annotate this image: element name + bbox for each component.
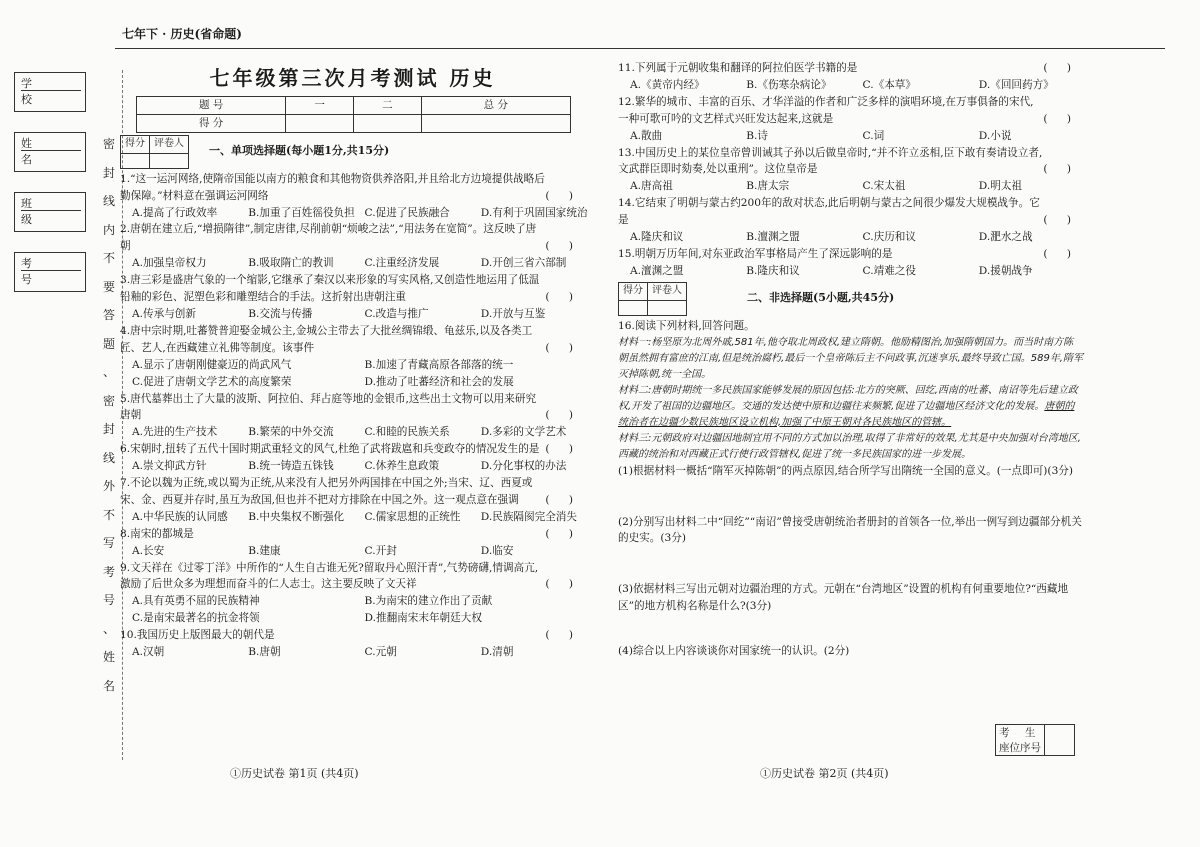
question-item <box>618 246 1083 280</box>
option[interactable]: A.汉朝 <box>132 646 165 659</box>
answer-bracket[interactable]: ( ) <box>545 341 581 354</box>
material-3: 材料三:元朝政府对边疆因地制宜用不同的方式加以治理,取得了非常好的效果,尤其是中央加强对台湾地区,西藏的统治和对西藏正式行使行政管辖权,促进了统一多民族国家的进一步发展。 <box>618 432 1081 460</box>
answer-bracket[interactable]: ( ) <box>545 443 581 456</box>
answer-bracket[interactable]: ( ) <box>1043 163 1079 176</box>
option[interactable]: B.澶渊之盟 <box>746 231 800 244</box>
right-column <box>618 60 1083 660</box>
option[interactable]: D.推动了吐蕃经济和社会的发展 <box>364 375 514 388</box>
question-item <box>120 526 585 560</box>
option[interactable]: A.《黄帝内经》 <box>630 78 705 91</box>
option[interactable]: B.繁荣的中外交流 <box>248 426 334 439</box>
question-stem: 15.明朝万历年间,对东亚政治军事格局产生了深远影响的是 ( ) <box>618 246 1083 263</box>
answer-bracket[interactable]: ( ) <box>545 629 581 642</box>
header-tag: 七年下 · 历史(省命题) <box>122 27 242 41</box>
option-row <box>120 610 585 627</box>
option[interactable]: A.先进的生产技术 <box>132 426 218 439</box>
answer-space-3[interactable] <box>618 615 1083 643</box>
class-label: 班 级 <box>21 195 81 211</box>
question-stem: 14.它结束了明朝与蒙古约200年的敌对状态,此后明朝与蒙古之间很少爆发大规模战争。它是 ( ) <box>618 195 1083 229</box>
section1-title: 一、单项选择题(每小题1分,共15分) <box>209 144 390 158</box>
seal-line-text: 密 封 线 内 不 要 答 题 、 密 封 线 外 不 写 考 号 、 姓 名 <box>102 137 115 693</box>
option[interactable]: A.长安 <box>132 544 165 557</box>
option[interactable]: D.多彩的文学艺术 <box>480 426 567 439</box>
option[interactable]: C.元朝 <box>364 646 397 659</box>
footer-right: ①历史试卷 第2页 (共4页) <box>760 767 889 780</box>
option[interactable]: C.庆历和议 <box>862 231 916 244</box>
option-row <box>120 509 585 526</box>
option[interactable]: C.靖难之役 <box>862 264 916 277</box>
question-item <box>618 195 1083 246</box>
school-field[interactable] <box>14 72 86 112</box>
option[interactable]: D.民族隔阂完全消失 <box>480 510 577 523</box>
binding-strip <box>14 70 115 693</box>
option[interactable]: C.词 <box>862 129 885 142</box>
option[interactable]: A.中华民族的认同感 <box>132 510 228 523</box>
score-table-header: 题 号 一 二 总 分 <box>137 97 571 115</box>
answer-bracket[interactable]: ( ) <box>1043 214 1079 227</box>
question-stem: 6.宋朝时,扭转了五代十国时期武重轻文的风气,杜绝了武将跋扈和兵变政夺的情况发生的是 ( ) <box>120 441 585 458</box>
option-row <box>120 593 585 610</box>
answer-bracket[interactable]: ( ) <box>545 493 581 506</box>
sub-question-1: (1)根据材料一概括“隋军灭掉陈朝”的两点原因,结合所学写出隋统一全国的意义。(一点即可)(3分) <box>618 464 1074 477</box>
question-item <box>120 391 585 442</box>
option-row <box>618 229 1083 246</box>
option-row <box>120 374 585 391</box>
option[interactable]: B.《伤寒杂病论》 <box>746 78 832 91</box>
question-stem: 9.文天祥在《过零丁洋》中所作的“人生自古谁无死?留取丹心照汗青”,气势磅礴,情调高亢,激励了后世众多为理想而奋斗的仁人志士。这主要反映了文天祥 ( ) <box>120 560 585 594</box>
option[interactable]: A.具有英勇不屈的民族精神 <box>132 595 260 608</box>
question-stem: 5.唐代墓葬出土了大量的波斯、阿拉伯、拜占庭等地的金银币,这些出土文物可以用来研究唐朝 ( ) <box>120 391 585 425</box>
option-row <box>120 543 585 560</box>
question-stem: 4.唐中宗时期,吐蕃赞普迎娶金城公主,金城公主带去了大批丝绸锦缎、龟兹乐,以及各类工匠、艺人,在西藏建立礼佛等制度。该事件 ( ) <box>120 323 585 357</box>
option[interactable]: D.分化事权的办法 <box>480 460 567 473</box>
option[interactable]: A.提高了行政效率 <box>132 206 218 219</box>
option-row <box>618 263 1083 280</box>
option[interactable]: B.中央集权不断强化 <box>248 510 345 523</box>
option[interactable]: C.休养生息政策 <box>364 460 440 473</box>
section2-header <box>618 282 1083 316</box>
section1-header <box>120 135 585 169</box>
option-row <box>120 424 585 441</box>
exam-number-field[interactable] <box>14 252 86 292</box>
seat-number-box <box>995 724 1075 756</box>
option[interactable]: D.开创三省六部制 <box>480 257 567 270</box>
question-item <box>120 171 588 222</box>
score-table-row: 得 分 <box>137 114 571 132</box>
option-row <box>120 306 585 323</box>
option-row <box>120 357 585 374</box>
scorer-box: 得分 评卷人 <box>120 135 189 169</box>
option[interactable]: C.注重经济发展 <box>364 257 440 270</box>
school-label: 学 校 <box>21 75 81 91</box>
question-stem: 3.唐三彩是盛唐气象的一个缩影,它继承了秦汉以来形象的写实风格,又创造性地运用了低温铅釉的彩色、泥塑色彩和雕塑结合的手法。这折射出唐朝注重 ( ) <box>120 272 585 306</box>
option[interactable]: C.《本草》 <box>862 78 916 91</box>
option[interactable]: C.促进了唐朝文学艺术的高度繁荣 <box>132 375 292 388</box>
option[interactable]: B.加速了青藏高原各部落的统一 <box>364 358 514 371</box>
option[interactable]: B.隆庆和议 <box>746 264 800 277</box>
option[interactable]: D.《回回药方》 <box>978 78 1054 91</box>
question-stem: 13.中国历史上的某位皇帝曾训诫其子孙以后做皇帝时,“并不许立丞相,臣下敢有奏请设立者,文武群臣即时劾奏,处以重刑”。这位皇帝是 ( ) <box>618 145 1083 179</box>
question-item <box>618 145 1083 196</box>
sub-question-4: (4)综合以上内容谈谈你对国家统一的认识。(2分) <box>618 645 850 658</box>
question-item <box>120 323 585 391</box>
option[interactable]: A.唐高祖 <box>630 180 673 193</box>
option[interactable]: D.明太祖 <box>978 180 1023 193</box>
section1-questions <box>120 171 588 661</box>
option[interactable]: B.唐朝 <box>248 646 281 659</box>
option[interactable]: A.传承与创新 <box>132 307 196 320</box>
question-stem: 11.下列属于元朝收集和翻译的阿拉伯医学书籍的是 ( ) <box>618 60 1083 77</box>
answer-space-1[interactable] <box>618 480 1083 514</box>
left-column <box>120 60 588 661</box>
answer-bracket[interactable]: ( ) <box>545 240 581 253</box>
question-stem: 1.“这一运河网络,使隋帝国能以南方的粮食和其他物资供养洛阳,并且给北方边境提供战略后勤保障。”材料意在强调运河网络 ( ) <box>120 171 585 205</box>
option[interactable]: B.加重了百姓徭役负担 <box>248 206 355 219</box>
answer-bracket[interactable]: ( ) <box>545 527 581 540</box>
seat-label: 考 生 座位序号 <box>996 725 1045 756</box>
answer-bracket[interactable]: ( ) <box>545 291 581 304</box>
option[interactable]: B.唐太宗 <box>746 180 790 193</box>
option[interactable]: A.显示了唐朝刚健豪迈的尚武风气 <box>132 358 292 371</box>
option[interactable]: A.澶渊之盟 <box>630 264 684 277</box>
exam-number-label: 考 号 <box>21 255 81 271</box>
option[interactable]: B.诗 <box>746 129 768 142</box>
option-row <box>120 458 585 475</box>
material-2: 材料二:唐朝时期统一多民族国家能够发展的原因包括:北方的突厥、回纥,西南的吐蕃、南诏等先后建立政权,开发了祖国的边疆地区。交通的发达使中原和边疆往来频繁,促进了边疆地区经济文化的发展。唐朝的统治者在边疆少数民族地区设立机构,加强了中原王朝对各民族地区的管辖。 <box>618 384 1078 428</box>
option[interactable]: C.儒家思想的正统性 <box>364 510 461 523</box>
option[interactable]: D.清朝 <box>480 646 514 659</box>
question-item <box>120 475 585 526</box>
question-item <box>120 560 585 628</box>
scorer-box-2: 得分 评卷人 <box>618 282 687 316</box>
option[interactable]: C.改造与推广 <box>364 307 429 320</box>
exam-title: 七年级第三次月考测试 历史 <box>209 66 496 90</box>
answer-bracket[interactable]: ( ) <box>545 189 581 202</box>
option[interactable]: A.隆庆和议 <box>630 231 684 244</box>
option[interactable]: D.援朝战争 <box>978 264 1033 277</box>
question-item <box>120 221 585 272</box>
option[interactable]: C.开封 <box>364 544 397 557</box>
question-item <box>618 60 1083 94</box>
option-row <box>618 128 1083 145</box>
material-1: 材料一:杨坚原为北周外戚,581年,他夺取北周政权,建立隋朝。他励精图治,加强隋朝国力。而当时南方陈朝虽然拥有富庶的江南,但是统治腐朽,最后一个皇帝陈后主不问政事,沉迷享乐,最终导致亡国。589年,隋军灭掉陈朝,统一全国。 <box>618 336 1083 380</box>
answer-bracket[interactable]: ( ) <box>1043 247 1079 260</box>
question-item <box>120 441 585 475</box>
name-label: 姓 名 <box>21 135 81 151</box>
question-16 <box>618 318 1083 660</box>
option[interactable]: B.交流与传播 <box>248 307 313 320</box>
option-row <box>120 644 585 661</box>
answer-bracket[interactable]: ( ) <box>1043 62 1079 74</box>
option[interactable]: A.崇文抑武方针 <box>132 460 207 473</box>
option[interactable]: C.宋太祖 <box>862 180 906 193</box>
option-row <box>120 205 588 222</box>
question-item <box>120 627 585 661</box>
q16-stem: 16.阅读下列材料,回答问题。 <box>618 319 755 332</box>
answer-space-2[interactable] <box>618 547 1083 581</box>
option[interactable]: D.临安 <box>480 544 514 557</box>
question-stem: 7.不论以魏为正统,或以蜀为正统,从来没有人把另外两国排在中国之外;当宋、辽、西夏或宋、金、西夏并存时,虽互为敌国,但也并不把对方排除在中国之外。这一观点意在强调 ( ) <box>120 475 585 509</box>
option[interactable]: D.开放与互鉴 <box>480 307 546 320</box>
question-item <box>618 94 1083 145</box>
option[interactable]: C.促进了民族融合 <box>364 206 450 219</box>
option[interactable]: A.加强皇帝权力 <box>132 257 207 270</box>
answer-bracket[interactable]: ( ) <box>545 578 581 591</box>
top-rule <box>115 48 1165 49</box>
class-field[interactable] <box>14 192 86 232</box>
material-2-underlined: 唐朝的统治者在边疆少数民族地区设立机构,加强了中原王朝对各民族地区的管辖。 <box>618 400 1075 428</box>
question-item <box>120 272 585 323</box>
question-stem: 2.唐朝在建立后,“增损隋律”,制定唐律,尽削前朝“烦峻之法”,“用法务在宽简”。这反映了唐朝 ( ) <box>120 221 585 255</box>
question-stem: 12.繁华的城市、丰富的百乐、才华洋溢的作者和广泛多样的演唱环境,在万事俱备的宋代,一种可歌可吟的文艺样式兴旺发达起来,这就是 ( ) <box>618 94 1083 128</box>
option[interactable]: D.小说 <box>978 129 1012 142</box>
answer-bracket[interactable]: ( ) <box>545 409 581 422</box>
score-table <box>136 96 571 133</box>
option-row <box>618 178 1083 195</box>
section2-title: 二、非选择题(5小题,共45分) <box>747 291 895 305</box>
question-stem: 10.我国历史上版图最大的朝代是 ( ) <box>120 627 585 644</box>
sub-question-2: (2)分别写出材料二中“回纥”“南诏”曾接受唐朝统治者册封的首领各一位,举出一例写到边疆部分机关的史实。(3分) <box>618 515 1082 545</box>
option[interactable]: A.散曲 <box>630 129 663 142</box>
option[interactable]: C.和睦的民族关系 <box>364 426 450 439</box>
question-stem: 8.南宋的都城是 ( ) <box>120 526 585 543</box>
option[interactable]: D.淝水之战 <box>978 231 1033 244</box>
option[interactable]: B.吸取隋亡的教训 <box>248 257 334 270</box>
option[interactable]: B.统一铸造五铢钱 <box>248 460 334 473</box>
name-field[interactable] <box>14 132 86 172</box>
seat-number-input[interactable] <box>1045 725 1075 756</box>
option-row <box>120 255 585 272</box>
option[interactable]: C.是南宋最著名的抗金将领 <box>132 612 260 625</box>
sub-question-3: (3)依据材料三写出元朝对边疆治理的方式。元朝在“台湾地区”设置的机构有何重要地位?“西藏地区”的地方机构名称是什么?(3分) <box>618 583 1069 613</box>
option[interactable]: B.建康 <box>248 544 281 557</box>
option[interactable]: D.有利于巩固国家统治 <box>480 206 588 219</box>
answer-bracket[interactable]: ( ) <box>1043 112 1079 125</box>
footer-left: ①历史试卷 第1页 (共4页) <box>230 767 359 780</box>
right-questions <box>618 60 1083 280</box>
option[interactable]: D.推翻南宋末年朝廷大权 <box>364 612 482 625</box>
option[interactable]: B.为南宋的建立作出了贡献 <box>364 595 493 608</box>
option-row <box>618 77 1083 94</box>
